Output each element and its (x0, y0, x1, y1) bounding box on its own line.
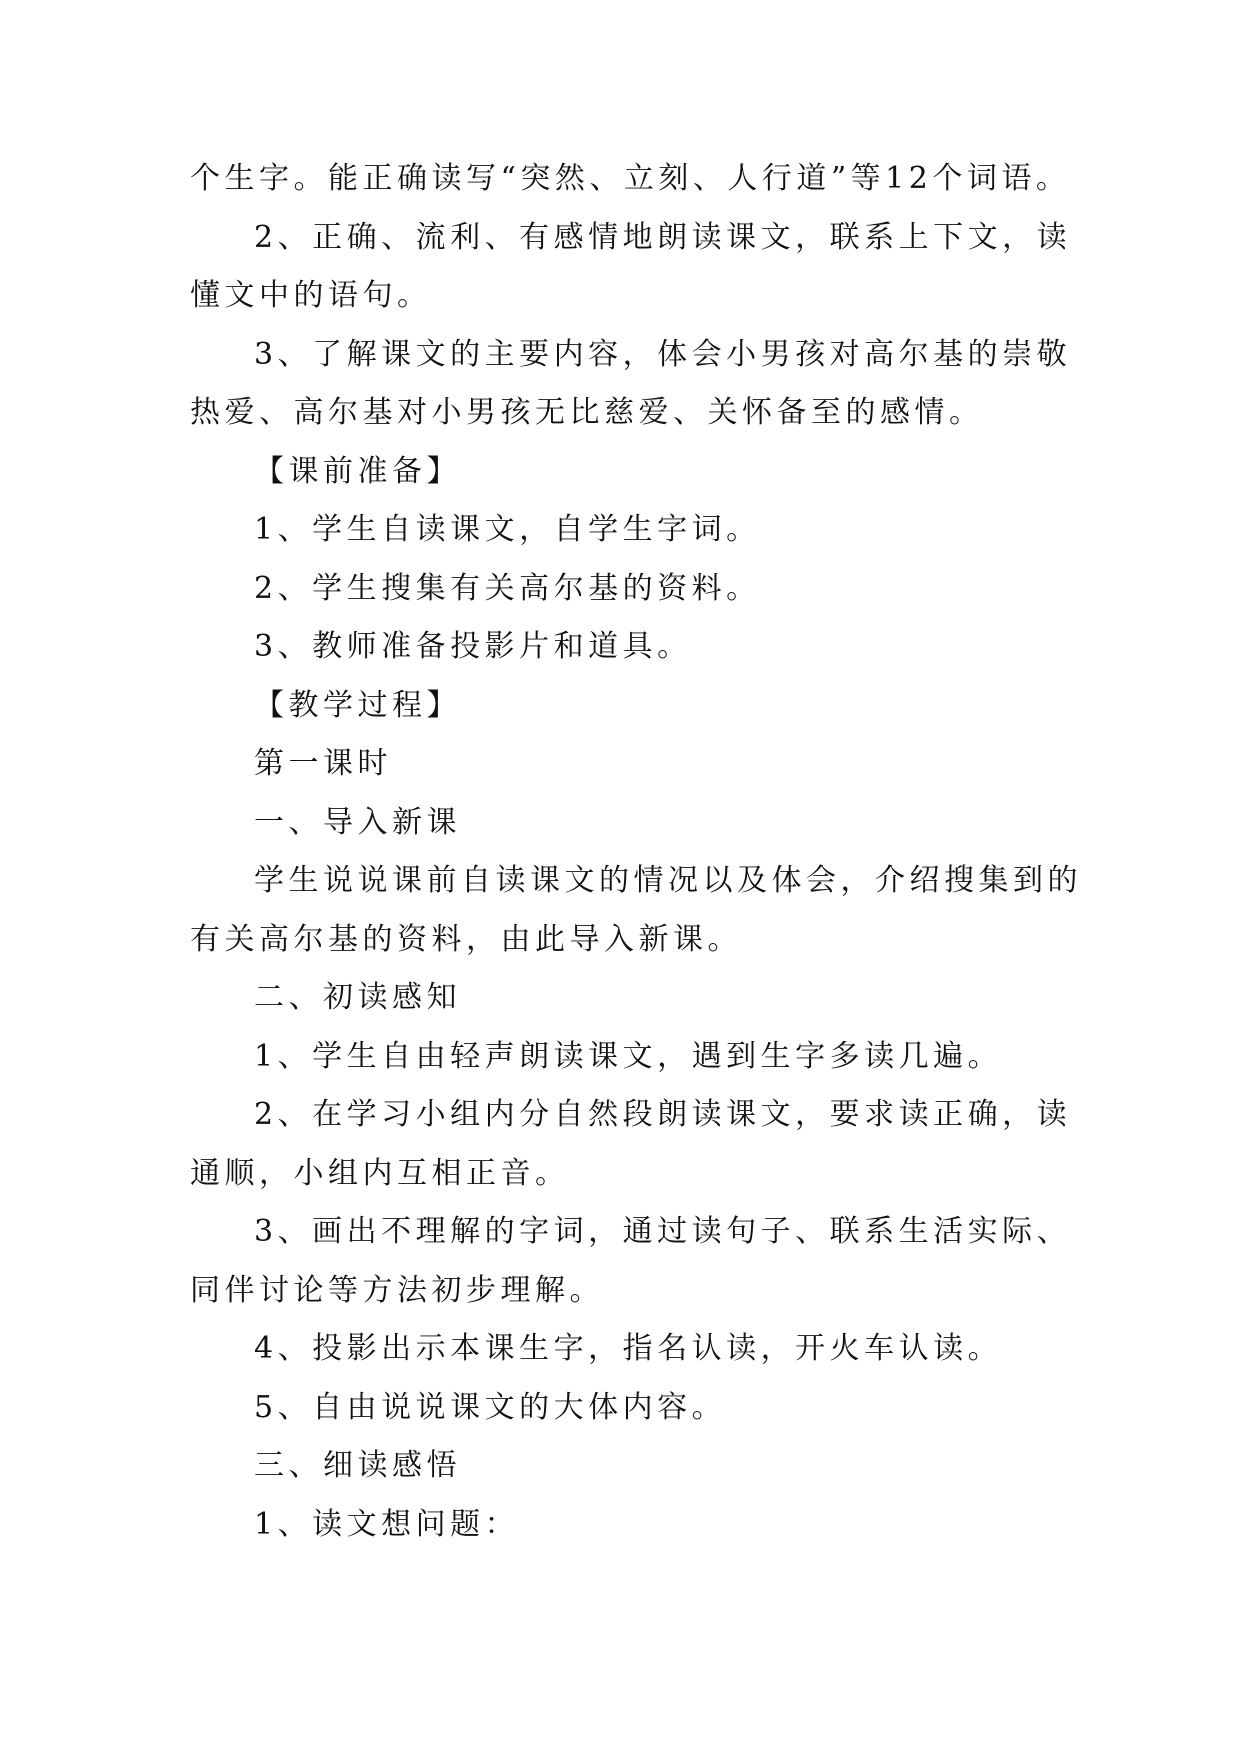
lesson-period-heading: 第一课时 (254, 746, 392, 781)
list-item: 1、学生自由轻声朗读课文，遇到生字多读几遍。 (254, 1038, 1003, 1074)
text-line: 懂文中的语句。 (190, 278, 432, 313)
step-heading: 二、初读感知 (254, 980, 461, 1015)
text-line: 有关高尔基的资料，由此导入新课。 (190, 921, 742, 957)
section-heading: 【教学过程】 (254, 687, 461, 723)
text-line: 2、正确、流利、有感情地朗读课文，联系上下文，读 (254, 219, 1072, 255)
list-item: 5、自由说说课文的大体内容。 (254, 1389, 727, 1425)
text-line: 3、了解课文的主要内容，体会小男孩对高尔基的崇敬 (254, 336, 1072, 372)
section-heading: 【课前准备】 (254, 453, 461, 489)
list-item: 2、在学习小组内分自然段朗读课文，要求读正确，读 (254, 1097, 1072, 1132)
text-line: 热爱、高尔基对小男孩无比慈爱、关怀备至的感情。 (190, 395, 984, 430)
document-body (190, 150, 1090, 1554)
text-line: 同伴讨论等方法初步理解。 (190, 1272, 604, 1308)
text-line: 个生字。能正确读写“突然、立刻、人行道”等12个词语。 (190, 161, 1071, 196)
text-line: 通顺，小组内互相正音。 (190, 1155, 570, 1191)
list-item: 1、学生自读课文，自学生字词。 (254, 512, 761, 547)
step-heading: 一、导入新课 (254, 804, 461, 840)
step-heading: 三、细读感悟 (254, 1448, 461, 1483)
list-item: 4、投影出示本课生字，指名认读，开火车认读。 (254, 1331, 1003, 1366)
text-line: 学生说说课前自读课文的情况以及体会，介绍搜集到的 (254, 863, 1082, 898)
list-item: 3、画出不理解的字词，通过读句子、联系生活实际、 (254, 1214, 1072, 1249)
list-item: 1、读文想问题： (254, 1506, 520, 1542)
list-item: 3、教师准备投影片和道具。 (254, 629, 692, 664)
list-item: 2、学生搜集有关高尔基的资料。 (254, 570, 761, 606)
